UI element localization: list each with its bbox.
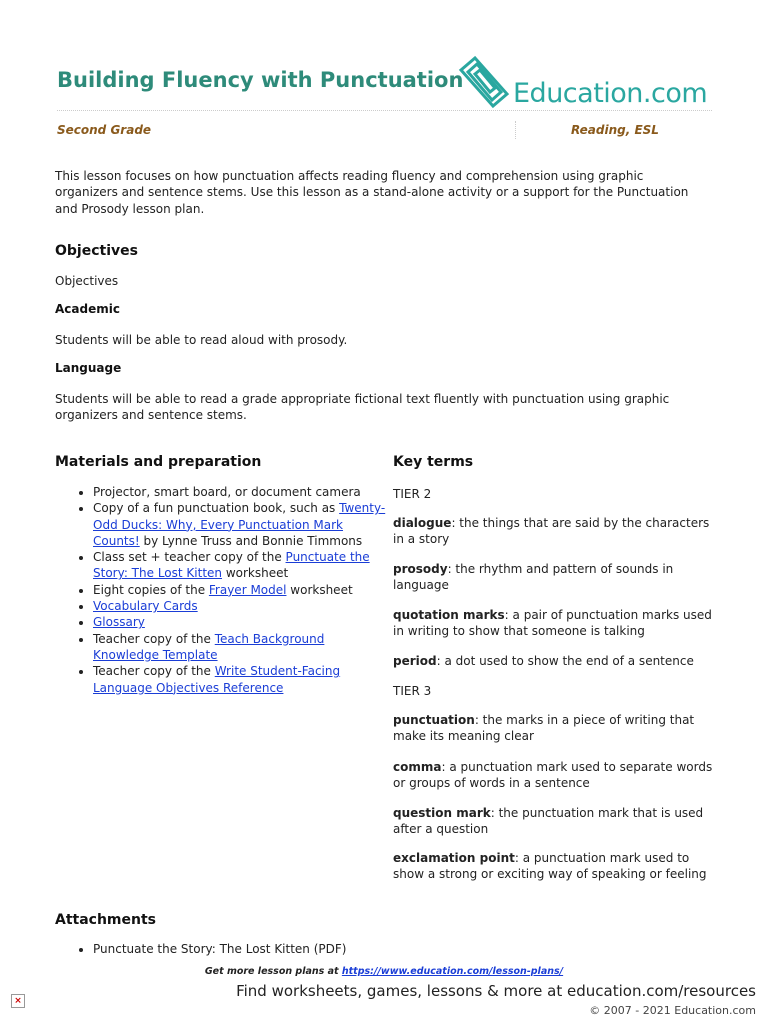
term-definition: : the things that are said by the characters in a story: [393, 516, 710, 547]
term-word: punctuation: [393, 713, 475, 727]
education-com-logo[interactable]: [455, 56, 715, 112]
list-item: [93, 500, 393, 549]
twenty-odd-ducks-link[interactable]: Twenty-Odd Ducks: Why, Every Punctuation Mark Counts!: [93, 501, 386, 548]
background-knowledge-link[interactable]: Teach Background Knowledge Template: [93, 631, 325, 662]
term-word: prosody: [393, 562, 448, 576]
term-word: comma: [393, 760, 442, 774]
tier-3-label: TIER 3: [393, 684, 432, 698]
glossary-link[interactable]: Glossary: [93, 615, 145, 630]
term-definition: : a punctuation mark used to show a strong or exciting way of speaking or feeling: [393, 851, 707, 882]
more-lesson-plans-text: [0, 966, 768, 977]
broken-image-icon: ×: [11, 994, 25, 1008]
term-definition: : a dot used to show the end of a sentence: [436, 654, 694, 668]
item-text: Copy of a fun punctuation book, such as: [93, 501, 340, 516]
key-terms-heading: Key terms: [393, 454, 474, 470]
item-text: Projector, smart board, or document camera: [93, 485, 361, 499]
term-exclamation-point: [393, 850, 713, 883]
copyright-text: © 2007 - 2021 Education.com: [589, 1004, 756, 1017]
list-item: [93, 598, 393, 614]
page-title: Building Fluency with Punctuation: [57, 68, 464, 92]
term-question-mark: [393, 805, 713, 838]
materials-heading: Materials and preparation: [55, 454, 262, 470]
objectives-subheading: Objectives: [55, 274, 119, 288]
paperclip-icon: [455, 56, 513, 112]
item-text: worksheet: [222, 566, 289, 581]
academic-text: Students will be able to read aloud with prosody.: [55, 333, 348, 347]
subject-label: Reading, ESL: [571, 123, 659, 137]
attachments-heading: Attachments: [55, 912, 157, 928]
language-text: Students will be able to read a grade appropriate fictional text fluently with punctuation using graphic organizers and sentence stems.: [55, 392, 670, 423]
list-item: [93, 484, 393, 500]
academic-heading: Academic: [55, 302, 120, 316]
term-dialogue: [393, 515, 713, 548]
attachments-list: [55, 941, 346, 957]
term-quotation-marks: [393, 607, 713, 640]
attachment-label: Punctuate the Story: The Lost Kitten (PDF): [93, 942, 347, 956]
term-word: exclamation point: [393, 851, 515, 865]
term-punctuation: [393, 712, 713, 745]
logo-wordmark: Education.com: [513, 78, 708, 109]
footer-resources-text: Find worksheets, games, lessons & more at education.com/resources: [236, 982, 756, 1000]
vocabulary-cards-link[interactable]: Vocabulary Cards: [93, 599, 198, 614]
item-text: Class set + teacher copy of the: [93, 550, 286, 565]
term-definition: : the punctuation mark that is used after a question: [393, 806, 704, 837]
materials-list: [55, 484, 393, 696]
list-item: [93, 549, 393, 582]
objectives-heading: Objectives: [55, 243, 138, 259]
term-word: question mark: [393, 806, 491, 820]
item-text: Eight copies of the: [93, 582, 209, 597]
term-definition: : a punctuation mark used to separate words or groups of words in a sentence: [393, 760, 713, 791]
term-period: [393, 653, 713, 669]
item-text: Teacher copy of the: [93, 664, 215, 679]
term-prosody: [393, 561, 713, 594]
item-text: by Lynne Truss and Bonnie Timmons: [139, 533, 363, 548]
term-definition: : a pair of punctuation marks used in writing to show that someone is talking: [393, 608, 712, 639]
lost-kitten-link[interactable]: Punctuate the Story: The Lost Kitten: [93, 550, 370, 581]
term-word: dialogue: [393, 516, 452, 530]
item-text: worksheet: [286, 582, 353, 597]
item-text: Teacher copy of the: [93, 631, 215, 646]
lesson-plans-link[interactable]: https://www.education.com/lesson-plans/: [341, 966, 564, 977]
intro-paragraph: This lesson focuses on how punctuation affects reading fluency and comprehension using graphic organizers and sentence stems. Use this lesson as a stand-alone activity or a support for the Punctuation and Prosody lesson plan.: [55, 169, 689, 216]
language-objectives-link[interactable]: Write Student-Facing Language Objectives Reference: [93, 664, 341, 695]
language-heading: Language: [55, 361, 122, 375]
grade-label: Second Grade: [57, 123, 152, 137]
attachment-item[interactable]: [93, 941, 346, 957]
list-item: [93, 582, 393, 598]
divider: [57, 110, 712, 111]
tier-2-label: TIER 2: [393, 487, 432, 501]
footer-text: Get more lesson plans at: [204, 966, 342, 977]
frayer-model-link[interactable]: Frayer Model: [208, 582, 287, 597]
term-definition: : the marks in a piece of writing that make its meaning clear: [393, 713, 695, 744]
term-comma: [393, 759, 713, 792]
list-item: [93, 614, 393, 630]
term-word: quotation marks: [393, 608, 505, 622]
term-definition: : the rhythm and pattern of sounds in language: [393, 562, 674, 593]
list-item: [93, 631, 393, 664]
meta-divider: [515, 121, 516, 139]
term-word: period: [393, 654, 437, 668]
list-item: [93, 663, 393, 696]
